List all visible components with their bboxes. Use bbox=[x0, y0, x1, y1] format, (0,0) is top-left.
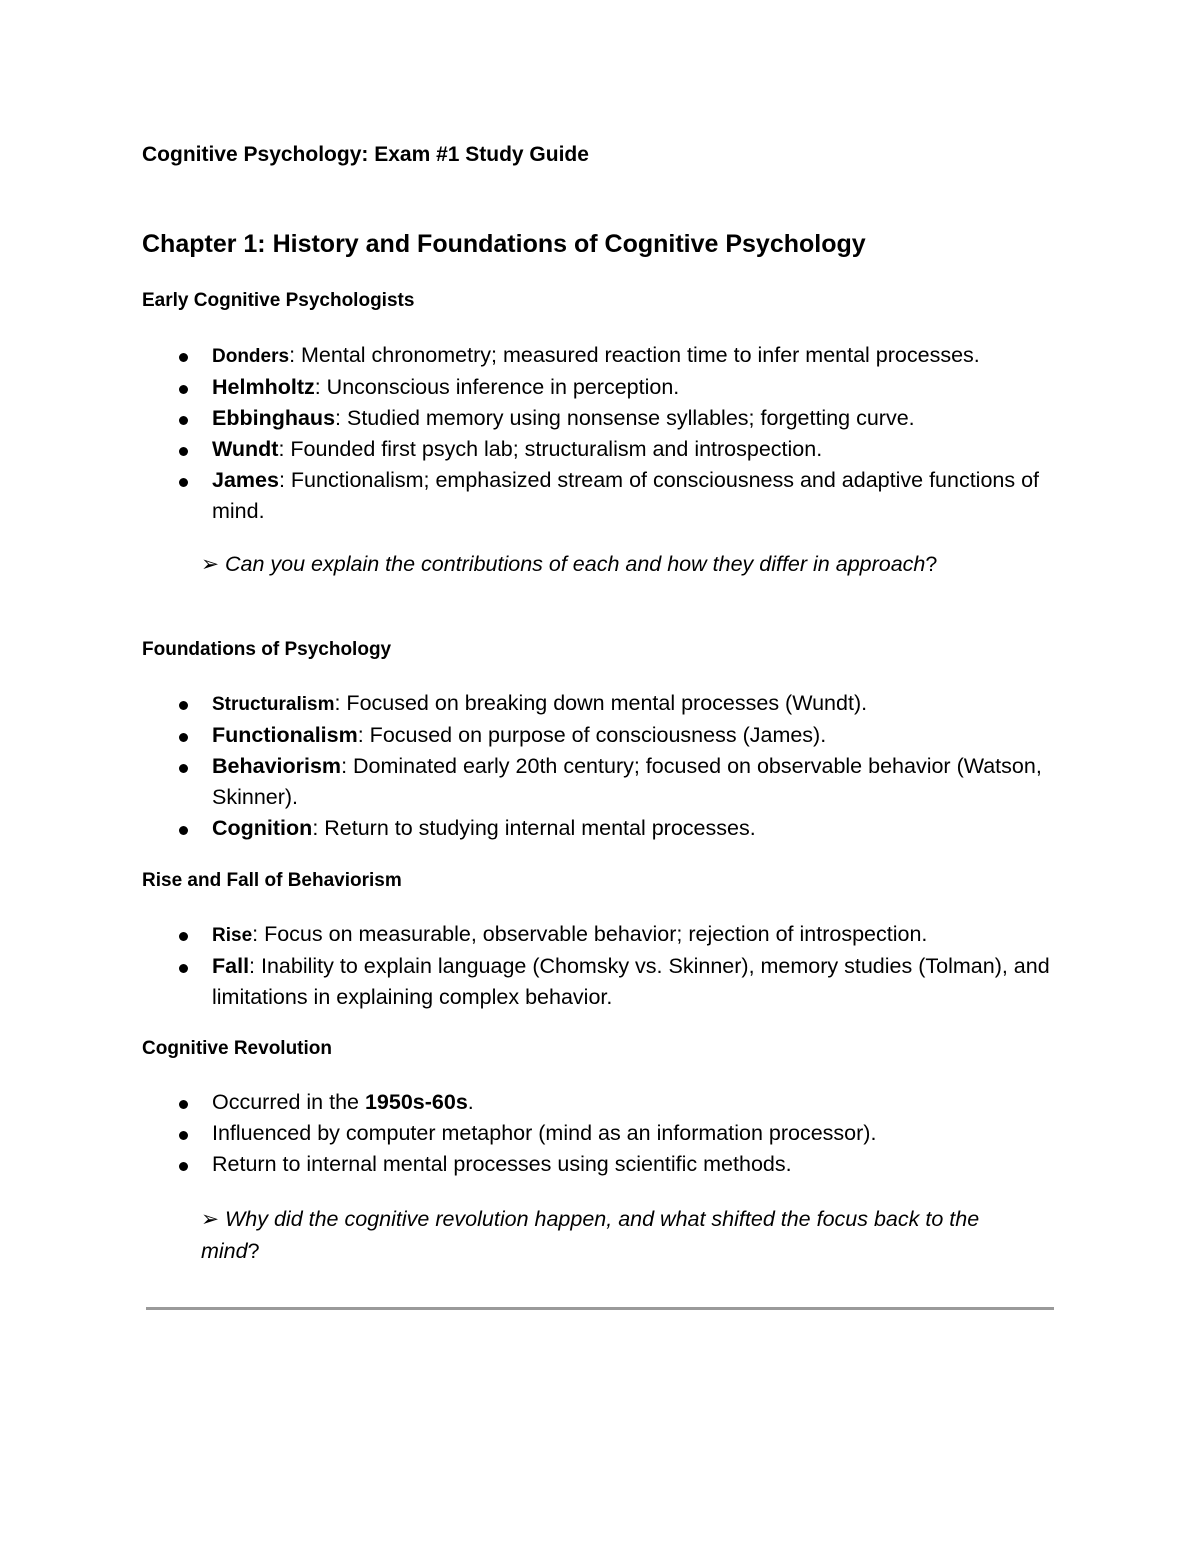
list-item-text: : Focused on breaking down mental processes (Wundt). bbox=[334, 691, 868, 715]
bullet-icon bbox=[179, 826, 188, 835]
bullet-icon bbox=[179, 733, 188, 742]
section-heading-early-psychologists: Early Cognitive Psychologists bbox=[142, 290, 415, 311]
list-item-term: Cognition bbox=[212, 816, 313, 840]
list-item bbox=[0, 340, 1072, 372]
list-item-text: : Unconscious inference in perception. bbox=[314, 375, 680, 399]
list-item bbox=[0, 813, 1072, 844]
list-item-text: : Mental chronometry; measured reaction time to infer mental processes. bbox=[289, 343, 980, 367]
section-heading-behaviorism: Rise and Fall of Behaviorism bbox=[142, 870, 402, 891]
list-item bbox=[0, 403, 1072, 434]
bullet-icon bbox=[179, 385, 188, 394]
list-item bbox=[0, 951, 1072, 1013]
list-item bbox=[0, 688, 1072, 720]
list-item-text: : Inability to explain language (Chomsky vs. Skinner), memory studies (Tolman), and limitations in explaining complex behavior. bbox=[212, 954, 1050, 1009]
bullet-icon bbox=[179, 964, 188, 973]
list-item-text: : Focused on purpose of consciousness (James). bbox=[357, 723, 827, 747]
list-item-term: James bbox=[212, 468, 279, 492]
bullet-icon bbox=[179, 701, 188, 710]
list-item-term: Donders bbox=[212, 346, 290, 367]
list-item-term: Wundt bbox=[212, 437, 279, 461]
review-question-text: Why did the cognitive revolution happen, and what shifted the focus back to the mind bbox=[201, 1207, 980, 1263]
bullet-icon bbox=[179, 416, 188, 425]
list-item bbox=[0, 372, 1072, 403]
list-item-text: Influenced by computer metaphor (mind as an information processor). bbox=[212, 1121, 877, 1145]
list-item-term: Fall bbox=[212, 954, 250, 978]
bullet-icon bbox=[179, 1131, 188, 1140]
list-item bbox=[0, 1087, 1072, 1118]
list-item-term: Functionalism bbox=[212, 723, 358, 747]
arrow-bullet-icon: ➢ bbox=[201, 552, 220, 576]
section-heading-foundations: Foundations of Psychology bbox=[142, 639, 392, 660]
list-item-term: Helmholtz bbox=[212, 375, 315, 399]
list-item-text: : Functionalism; emphasized stream of consciousness and adaptive functions of mind. bbox=[212, 468, 1040, 523]
list-item-text: : Focus on measurable, observable behavior; rejection of introspection. bbox=[252, 922, 928, 946]
behaviorism-list bbox=[0, 919, 1100, 1013]
document-title: Cognitive Psychology: Exam #1 Study Guide bbox=[142, 143, 589, 166]
horizontal-divider bbox=[146, 1307, 1054, 1310]
review-question-revolution bbox=[201, 1203, 1021, 1267]
chapter-heading: Chapter 1: History and Foundations of Cognitive Psychology bbox=[142, 230, 866, 258]
list-item-term: Structuralism bbox=[212, 694, 335, 715]
list-item-text: : Return to studying internal mental processes. bbox=[312, 816, 756, 840]
list-item-text: : Studied memory using nonsense syllables; forgetting curve. bbox=[335, 406, 915, 430]
question-mark: ? bbox=[925, 552, 938, 576]
list-item bbox=[0, 919, 1072, 951]
bullet-icon bbox=[179, 764, 188, 773]
bullet-icon bbox=[179, 478, 188, 487]
list-item-term: Ebbinghaus bbox=[212, 406, 336, 430]
list-item-text: Return to internal mental processes using scientific methods. bbox=[212, 1152, 792, 1176]
review-question-early bbox=[201, 548, 1021, 580]
bullet-icon bbox=[179, 447, 188, 456]
bullet-icon bbox=[179, 353, 188, 362]
list-item bbox=[0, 434, 1072, 465]
list-item-text: Occurred in the bbox=[212, 1090, 365, 1114]
question-mark: ? bbox=[247, 1239, 260, 1263]
section-heading-cognitive-revolution: Cognitive Revolution bbox=[142, 1038, 332, 1059]
list-item-term: 1950s-60s bbox=[364, 1090, 468, 1114]
early-psychologists-list bbox=[0, 340, 1100, 527]
list-item-text: . bbox=[467, 1090, 474, 1114]
list-item-text: : Dominated early 20th century; focused on observable behavior (Watson, Skinner). bbox=[212, 754, 1042, 809]
cognitive-revolution-list bbox=[0, 1087, 1100, 1180]
list-item bbox=[0, 751, 1072, 813]
list-item bbox=[0, 720, 1072, 751]
list-item-text: : Founded first psych lab; structuralism and introspection. bbox=[278, 437, 823, 461]
foundations-list bbox=[0, 688, 1100, 844]
list-item-term: Rise bbox=[212, 925, 253, 946]
list-item bbox=[0, 1149, 1072, 1180]
bullet-icon bbox=[179, 1100, 188, 1109]
bullet-icon bbox=[179, 1162, 188, 1171]
list-item bbox=[0, 1118, 1072, 1149]
review-question-text: Can you explain the contributions of each and how they differ in approach bbox=[219, 552, 926, 576]
list-item-term: Behaviorism bbox=[212, 754, 342, 778]
list-item bbox=[0, 465, 1072, 527]
arrow-bullet-icon: ➢ bbox=[201, 1207, 220, 1231]
bullet-icon bbox=[179, 932, 188, 941]
